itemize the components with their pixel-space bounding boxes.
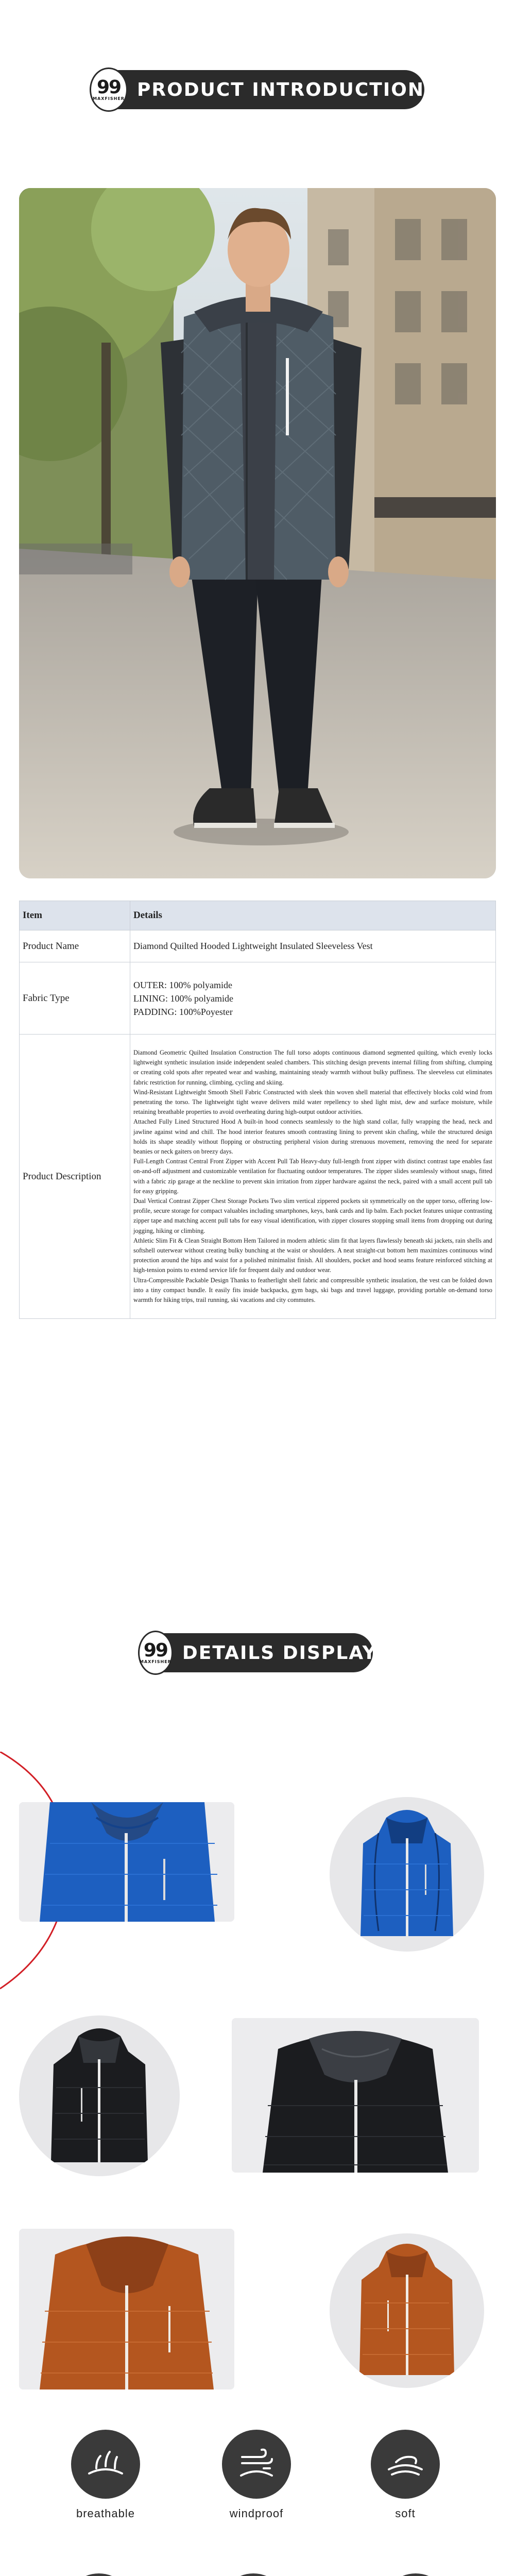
- feature-spot-quick-delivery: [204, 2573, 302, 2576]
- rust-vest-circle: [330, 2233, 484, 2388]
- table-header-details: Details: [130, 901, 496, 930]
- description-paragraph: Attached Fully Lined Structured Hood A built-in hood connects seamlessly to the high stand collar, fully wrapping the head, neck and jawline against wind and chill. The hood interior features smooth contrasting lining to prevent skin chafing, while the structured design holds its shape steadily without flopping or obstructing peripheral vision during strenuous movement, removing the need for separate beanies or neck gaiters on breezy days.: [133, 1118, 492, 1156]
- feature-thickened-material: [50, 2573, 148, 2576]
- feature-label: breathable: [76, 2507, 135, 2520]
- brand-logo: [138, 1631, 173, 1675]
- description-paragraph: Full-Length Contrast Central Front Zipper with Accent Pull Tab Heavy-duty full-length front zipper with distinct contrast tape enables fast on-and-off adjustment and customizable ventilation for fluctuating outdoor temperatures. The zipper slides seamlessly without snags, fitted with a fabric zip garage at the neckline to prevent skin irritation from zipper hardware against the neck, paired with a small accent pull tab for easy gripping.: [133, 1158, 492, 1195]
- black-vest-hood-detail: [232, 2018, 479, 2173]
- logo-number: 99: [96, 76, 121, 98]
- table-header-row: [20, 901, 496, 930]
- model-photo: [19, 188, 496, 878]
- product-description-label: Product Description: [20, 1035, 130, 1319]
- product-introduction-header: [95, 70, 424, 109]
- fabric-outer: OUTER: 100% polyamide: [133, 979, 232, 990]
- feature-breathable: [57, 2430, 154, 2520]
- layers-icon: [64, 2573, 133, 2576]
- feature-label: windproof: [229, 2507, 284, 2520]
- rust-vest-hood-detail: [19, 2229, 234, 2389]
- table-header-item: Item: [20, 901, 130, 930]
- description-paragraph: Diamond Geometric Quilted Insulation Construction The full torso adopts continuous diamond segmented quilting, which evenly locks lightweight synthetic insulation inside independent sealed chambers. This stitching design prevents internal filling from shifting, clumping or creating cold spots after repeated wear and washing, maintaining steady warmth without bulky puffiness. The sleeveless cut eliminates fabric restriction for running, climbing, cycling and skiing.: [133, 1049, 492, 1086]
- truck-icon: [219, 2573, 288, 2576]
- blue-vest-back-detail: [19, 1802, 234, 1922]
- table-row: [20, 1035, 496, 1319]
- black-vest-circle: [19, 2015, 180, 2176]
- brand-logo: [90, 67, 128, 112]
- table-row: [20, 962, 496, 1035]
- product-description-value: [130, 1035, 496, 1319]
- details-display-header: [140, 1633, 377, 1672]
- shield-check-icon: [381, 2573, 450, 2576]
- fabric-padding: PADDING: 100%Poyester: [133, 1006, 233, 1017]
- windproof-icon: [222, 2430, 291, 2499]
- fabric-type-label: Fabric Type: [20, 962, 130, 1035]
- logo-brand-text: MAXFISHER: [93, 96, 125, 101]
- fabric-lining: LINING: 100% polyamide: [133, 993, 233, 1004]
- feature-soft: [356, 2430, 454, 2520]
- blue-vest-circle: [330, 1797, 484, 1952]
- fabric-type-value: [130, 962, 496, 1035]
- feature-quality-assurance: [367, 2573, 465, 2576]
- breathable-icon: [71, 2430, 140, 2499]
- product-name-label: Product Name: [20, 930, 130, 962]
- description-paragraph: Wind-Resistant Lightweight Smooth Shell Fabric Constructed with sleek thin woven shell material that effectively blocks cold wind from penetrating the torso. The lightweight tight weave delivers mild water repellency to shed light mist, dew and surface moisture, while retaining breathable properties to avoid overheating during high-output outdoor activities.: [133, 1088, 492, 1116]
- logo-number: 99: [143, 1639, 167, 1661]
- feature-windproof: [208, 2430, 305, 2520]
- section-title: DETAILS DISPLAY: [182, 1642, 377, 1664]
- description-paragraph: Dual Vertical Contrast Zipper Chest Storage Pockets Two slim vertical zippered pockets sit symmetrically on the upper torso, offering low-profile, secure storage for compact valuables including smartphones, keys, bank cards and lip balm. Each pocket features unique contrasting zipper tape and matching accent pull tabs for easy visual identification, with zipper closures stopping small items from dropping out during jogging, hiking or climbing.: [133, 1197, 492, 1234]
- description-paragraph: Ultra-Compressible Packable Design Thanks to featherlight shell fabric and compressible synthetic insulation, the vest can be folded down into a tiny compact bundle. It easily fits inside backpacks, gym bags, ski bags and travel luggage, providing portable on-demand torso warmth for hiking trips, trail running, ski vacations and city commutes.: [133, 1276, 492, 1304]
- description-paragraph: Athletic Slim Fit & Clean Straight Bottom Hem Tailored in modern athletic slim fit that layers flawlessly beneath ski jackets, rain shells and softshell outerwear without creating bulky bunching at the waist or shoulders. A neat straight-cut bottom hem maximizes continuous wind protection around the hips and waist for a polished minimalist finish. All shoulders, pocket and hood seams feature reinforced stitching at high-tension points to extend service life for frequent daily and outdoor wear.: [133, 1236, 492, 1274]
- logo-brand-text: MAXFISHER: [140, 1659, 171, 1664]
- product-name-value: Diamond Quilted Hooded Lightweight Insulated Sleeveless Vest: [130, 930, 496, 962]
- soft-icon: [371, 2430, 440, 2499]
- section-title: PRODUCT INTRODUCTION: [137, 79, 424, 100]
- product-spec-table: [19, 901, 496, 1319]
- table-row: [20, 930, 496, 962]
- feature-label: soft: [395, 2507, 416, 2520]
